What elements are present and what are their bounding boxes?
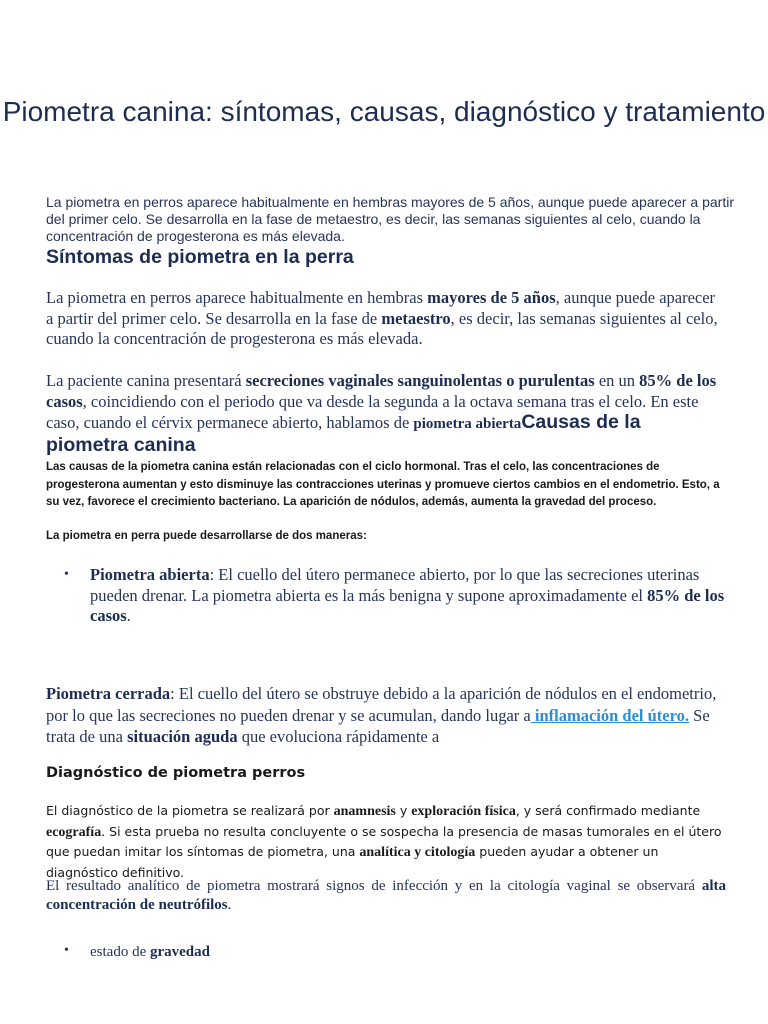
sintomas-heading: Síntomas de piometra en la perra [46,246,354,268]
diagnostico-heading: Diagnóstico de piometra perros [46,765,306,781]
bullet-gravedad: • estado de gravedad [64,943,210,960]
sintomas-paragraph-1: La piometra en perros aparece habitualmente en hembras mayores de 5 años, aunque puede aparecer a partir del primer celo. Se desarrolla en la fase de metaestro, es decir, las semanas siguientes al celo, cuando la concentración de progesterona es más elevada. [46,288,718,348]
diagnostico-paragraph: El diagnóstico de la piometra se realizará por anamnesis y exploración física, y será confirmado mediante ecografía. Si esta prueba no resulta concluyente o se sospecha la presencia de masas tumorales en el útero que puedan imitar los síntomas de piometra, una analítica y citología pueden ayudar a obtener un diagnóstico definitivo. [46,803,722,880]
bullet-piometra-abierta: • Piometra abierta: El cuello del útero permanece abierto, por lo que las secreciones uterinas pueden drenar. La piometra abierta es la más benigna y supone aproximadamente el 85% de los casos. [64,565,725,625]
intro-paragraph: La piometra en perros aparece habitualmente en hembras mayores de 5 años, aunque puede aparecer a partir del primer celo. Se desarrolla en la fase de metaestro, es decir, las semanas siguientes al celo, cuando la concentración de progesterona es más elevada. [46,194,734,244]
sintomas-paragraph-2: La paciente canina presentará secreciones vaginales sanguinolentas o purulentas en un 85% de los casos, coincidiendo con el periodo que va desde la segunda a la octava semana tras el celo. En este caso, cuando el cérvix permanece abierto, hablamos de piometra abiertaCausas de la piometra canina [46,371,717,456]
piometra-cerrada-paragraph: Piometra cerrada: El cuello del útero se obstruye debido a la aparición de nódulos en el endometrio, por lo que las secreciones no pueden drenar y se acumulan, dando lugar a inflamación del útero. Se trata de una situación aguda que evoluciona rápidamente a [46,684,717,746]
resultado-paragraph: El resultado analítico de piometra mostrará signos de infección y en la citología vaginal se observará alta concentración de neutrófilos. [46,878,726,913]
bullet-marker: • [64,567,69,582]
page-title: Piometra canina: síntomas, causas, diagnóstico y tratamiento [2,96,766,127]
causas-heading: Causas de la piometra canina [46,411,641,456]
causas-dos-maneras: La piometra en perra puede desarrollarse de dos maneras: [46,530,367,542]
causas-paragraph: Las causas de la piometra canina están relacionadas con el ciclo hormonal. Tras el celo, las concentraciones de progesterona aumentan y esto disminuye las contracciones uterinas y promueve ciertos cambios en el endometrio. Esto, a su vez, favorece el crecimiento bacteriano. La aparición de nódulos, además, aumenta la gravedad del proceso. [46,461,720,508]
bullet-marker: • [64,943,69,958]
inflamacion-utero-link[interactable]: inflamación del útero. [530,705,690,725]
